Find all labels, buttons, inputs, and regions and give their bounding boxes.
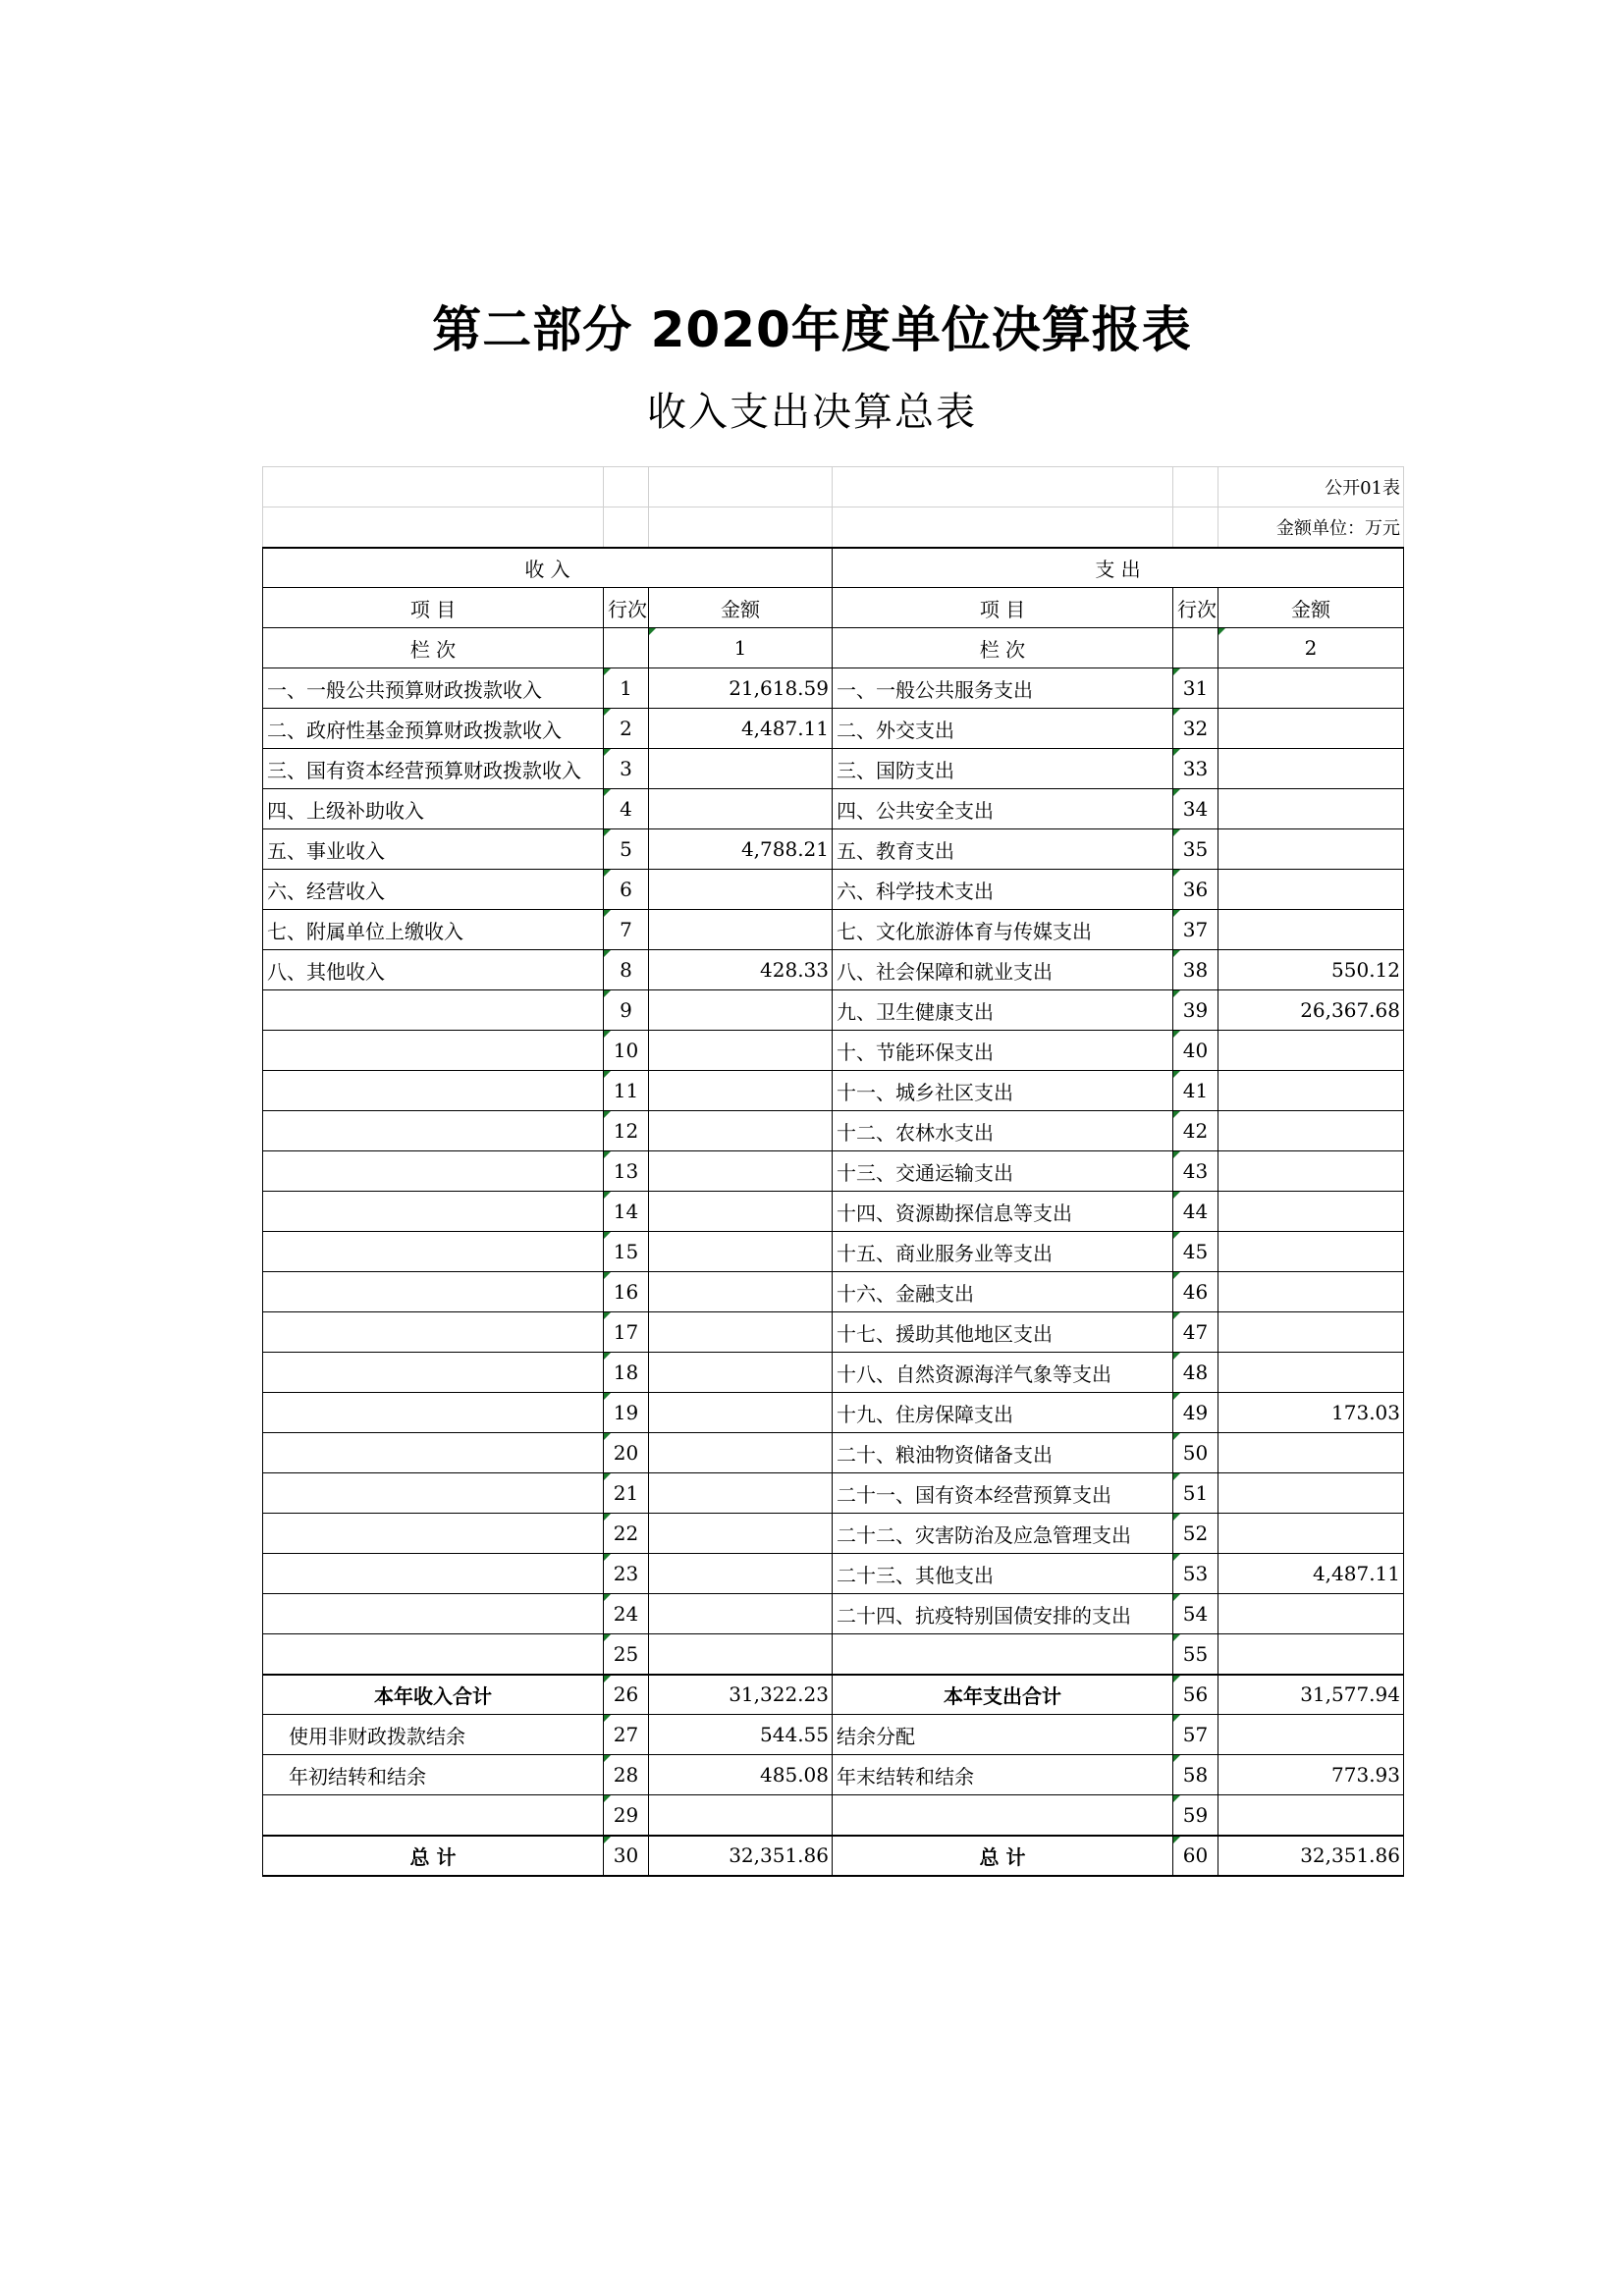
income-item-cell [263,1795,604,1836]
expense-item-cell: 十二、农林水支出 [833,1111,1173,1151]
income-line-header: 行次 [604,588,649,628]
expense-line-cell: 41 [1173,1071,1218,1111]
table-row [263,1433,1404,1473]
expense-line-cell: 59 [1173,1795,1218,1836]
table-row [263,1473,1404,1514]
expense-amount-cell: 773.93 [1218,1755,1404,1795]
table-row [263,668,1404,709]
income-item-cell: 二、政府性基金预算财政拨款收入 [263,709,604,749]
expense-item-cell: 十八、自然资源海洋气象等支出 [833,1353,1173,1393]
income-amount-cell [649,1594,833,1634]
expense-line-cell: 46 [1173,1272,1218,1312]
expense-amount-cell [1218,1071,1404,1111]
income-line-cell: 28 [604,1755,649,1795]
expense-line-cell: 55 [1173,1634,1218,1675]
amount-unit: 金额单位：万元 [1218,507,1404,548]
expense-amount-cell [1218,668,1404,709]
income-line-cell: 23 [604,1554,649,1594]
expense-amount-cell [1218,1514,1404,1554]
income-item-cell [263,1393,604,1433]
table-row [263,1031,1404,1071]
income-line-cell: 16 [604,1272,649,1312]
expense-item-header: 项 目 [833,588,1173,628]
table-row [263,1151,1404,1192]
income-line-cell: 8 [604,950,649,990]
income-item-cell [263,1473,604,1514]
income-amount-cell [649,1433,833,1473]
table-row [263,1554,1404,1594]
expense-amount-cell [1218,1312,1404,1353]
expense-amount-cell [1218,709,1404,749]
expense-item-cell: 二、外交支出 [833,709,1173,749]
income-item-cell: 三、国有资本经营预算财政拨款收入 [263,749,604,789]
table-row [263,1715,1404,1755]
income-line-cell: 29 [604,1795,649,1836]
expense-amount-cell: 4,487.11 [1218,1554,1404,1594]
income-item-cell: 本年收入合计 [263,1675,604,1715]
income-line-cell: 13 [604,1151,649,1192]
expense-line-cell: 32 [1173,709,1218,749]
expense-item-cell: 十七、援助其他地区支出 [833,1312,1173,1353]
expense-line-cell: 43 [1173,1151,1218,1192]
income-item-cell: 年初结转和结余 [263,1755,604,1795]
expense-amount-cell [1218,1634,1404,1675]
income-item-cell [263,1071,604,1111]
income-line-cell: 30 [604,1836,649,1876]
expense-amount-cell [1218,789,1404,829]
table-row [263,829,1404,870]
expense-line-cell: 31 [1173,668,1218,709]
income-column-number: 1 [649,628,833,668]
income-item-cell [263,1514,604,1554]
expense-line-cell: 34 [1173,789,1218,829]
income-amount-cell: 428.33 [649,950,833,990]
income-amount-cell [649,910,833,950]
expense-item-cell: 四、公共安全支出 [833,789,1173,829]
expense-amount-cell: 26,367.68 [1218,990,1404,1031]
expense-item-cell: 本年支出合计 [833,1675,1173,1715]
income-line-cell: 22 [604,1514,649,1554]
income-item-cell [263,1111,604,1151]
expense-line-cell: 36 [1173,870,1218,910]
income-amount-cell [649,990,833,1031]
income-line-cell: 19 [604,1393,649,1433]
income-amount-cell [649,1232,833,1272]
section-header-row [263,548,1404,588]
expense-amount-cell [1218,1715,1404,1755]
income-line-cell: 3 [604,749,649,789]
expense-amount-cell [1218,1795,1404,1836]
expense-item-cell: 九、卫生健康支出 [833,990,1173,1031]
expense-amount-cell [1218,829,1404,870]
table-row [263,1071,1404,1111]
table-row [263,1836,1404,1876]
table-row [263,1272,1404,1312]
expense-line-cell: 50 [1173,1433,1218,1473]
income-line-cell: 25 [604,1634,649,1675]
expense-item-cell: 十一、城乡社区支出 [833,1071,1173,1111]
income-item-cell: 七、附属单位上缴收入 [263,910,604,950]
income-item-cell: 八、其他收入 [263,950,604,990]
expense-line-cell: 53 [1173,1554,1218,1594]
expense-line-header: 行次 [1173,588,1218,628]
unit-row [263,507,1404,548]
expense-amount-cell [1218,1232,1404,1272]
income-amount-cell [649,1272,833,1312]
income-line-cell: 6 [604,870,649,910]
expense-amount-cell [1218,870,1404,910]
expense-line-cell: 47 [1173,1312,1218,1353]
expense-item-cell: 七、文化旅游体育与传媒支出 [833,910,1173,950]
table-row [263,1353,1404,1393]
income-item-cell: 总 计 [263,1836,604,1876]
income-item-cell: 一、一般公共预算财政拨款收入 [263,668,604,709]
income-item-cell [263,1272,604,1312]
income-amount-cell [649,1071,833,1111]
income-line-cell: 12 [604,1111,649,1151]
expense-line-cell: 40 [1173,1031,1218,1071]
income-item-cell: 四、上级补助收入 [263,789,604,829]
income-lan-label: 栏 次 [263,628,604,668]
expense-line-cell: 51 [1173,1473,1218,1514]
expense-amount-cell [1218,910,1404,950]
expense-line-cell: 45 [1173,1232,1218,1272]
income-amount-cell [649,1795,833,1836]
income-line-cell: 20 [604,1433,649,1473]
expense-amount-cell [1218,1192,1404,1232]
expense-item-cell: 十六、金融支出 [833,1272,1173,1312]
expense-line-cell: 58 [1173,1755,1218,1795]
income-amount-cell [649,749,833,789]
income-amount-cell: 4,487.11 [649,709,833,749]
income-line-cell: 18 [604,1353,649,1393]
expense-item-cell: 十九、住房保障支出 [833,1393,1173,1433]
income-line-cell: 2 [604,709,649,749]
table-row [263,870,1404,910]
income-item-cell [263,1151,604,1192]
expense-amount-cell: 31,577.94 [1218,1675,1404,1715]
expense-item-cell [833,1795,1173,1836]
table-row [263,1232,1404,1272]
income-amount-cell [649,1634,833,1675]
income-amount-cell [649,789,833,829]
table-row [263,789,1404,829]
expense-item-cell: 一、一般公共服务支出 [833,668,1173,709]
expense-line-cell: 37 [1173,910,1218,950]
table-row [263,990,1404,1031]
table-row [263,1594,1404,1634]
income-line-cell: 27 [604,1715,649,1755]
expense-item-cell: 总 计 [833,1836,1173,1876]
expense-amount-cell: 173.03 [1218,1393,1404,1433]
income-item-cell [263,1634,604,1675]
income-item-cell [263,1433,604,1473]
income-amount-cell [649,1192,833,1232]
income-amount-cell [649,1111,833,1151]
expense-item-cell: 十五、商业服务业等支出 [833,1232,1173,1272]
expense-line-cell: 49 [1173,1393,1218,1433]
expense-line-cell: 42 [1173,1111,1218,1151]
income-amount-cell: 32,351.86 [649,1836,833,1876]
table-row [263,709,1404,749]
income-line-cell: 7 [604,910,649,950]
expense-item-cell: 二十、粮油物资储备支出 [833,1433,1173,1473]
income-expense-table [262,466,1404,1877]
table-row [263,1755,1404,1795]
expense-line-cell: 44 [1173,1192,1218,1232]
income-line-cell: 10 [604,1031,649,1071]
income-item-header: 项 目 [263,588,604,628]
expense-column-number: 2 [1218,628,1404,668]
income-line-cell: 5 [604,829,649,870]
expense-lan-label: 栏 次 [833,628,1173,668]
income-amount-cell [649,1353,833,1393]
income-item-cell: 六、经营收入 [263,870,604,910]
expense-amount-cell [1218,1272,1404,1312]
income-amount-cell [649,1473,833,1514]
expense-amount-cell: 550.12 [1218,950,1404,990]
expense-item-cell [833,1634,1173,1675]
table-row [263,950,1404,990]
income-line-cell: 21 [604,1473,649,1514]
expense-amount-cell [1218,1473,1404,1514]
table-row [263,1634,1404,1675]
expense-line-cell: 33 [1173,749,1218,789]
expense-line-cell: 35 [1173,829,1218,870]
expense-item-cell: 八、社会保障和就业支出 [833,950,1173,990]
income-item-cell [263,1312,604,1353]
income-amount-header: 金额 [649,588,833,628]
form-code-row [263,467,1404,507]
income-amount-cell [649,1151,833,1192]
expense-amount-cell [1218,749,1404,789]
table-row [263,1192,1404,1232]
expense-item-cell: 十、节能环保支出 [833,1031,1173,1071]
income-amount-cell [649,1554,833,1594]
income-item-cell [263,1232,604,1272]
expense-item-cell: 二十三、其他支出 [833,1554,1173,1594]
expense-amount-cell [1218,1151,1404,1192]
expense-item-cell: 三、国防支出 [833,749,1173,789]
income-amount-cell [649,1514,833,1554]
form-code: 公开01表 [1218,467,1404,507]
income-amount-cell: 4,788.21 [649,829,833,870]
expense-item-cell: 结余分配 [833,1715,1173,1755]
table-row [263,910,1404,950]
expense-line-cell: 48 [1173,1353,1218,1393]
income-amount-cell [649,870,833,910]
income-line-cell: 24 [604,1594,649,1634]
expense-amount-header: 金额 [1218,588,1404,628]
income-line-cell: 11 [604,1071,649,1111]
income-line-cell: 14 [604,1192,649,1232]
table-row [263,1514,1404,1554]
expense-item-cell: 五、教育支出 [833,829,1173,870]
expense-line-cell: 57 [1173,1715,1218,1755]
expense-line-cell: 38 [1173,950,1218,990]
expense-item-cell: 十三、交通运输支出 [833,1151,1173,1192]
expense-line-cell: 52 [1173,1514,1218,1554]
table-row [263,1312,1404,1353]
expense-line-cell: 56 [1173,1675,1218,1715]
expense-amount-cell [1218,1111,1404,1151]
expense-amount-cell: 32,351.86 [1218,1836,1404,1876]
income-item-cell [263,1031,604,1071]
income-line-cell: 1 [604,668,649,709]
table-title: 收入支出决算总表 [647,390,977,435]
income-item-cell [263,1192,604,1232]
expense-item-cell: 十四、资源勘探信息等支出 [833,1192,1173,1232]
income-amount-cell [649,1312,833,1353]
expense-line-cell: 60 [1173,1836,1218,1876]
income-amount-cell [649,1031,833,1071]
expense-amount-cell [1218,1031,1404,1071]
expense-item-cell: 年末结转和结余 [833,1755,1173,1795]
income-item-cell: 使用非财政拨款结余 [263,1715,604,1755]
expense-line-cell: 54 [1173,1594,1218,1634]
page-title: 第二部分 2020年度单位决算报表 [432,301,1192,358]
income-item-cell [263,1554,604,1594]
table-row [263,1393,1404,1433]
expense-amount-cell [1218,1594,1404,1634]
column-header-row [263,588,1404,628]
income-amount-cell [649,1393,833,1433]
expense-item-cell: 二十一、国有资本经营预算支出 [833,1473,1173,1514]
expense-amount-cell [1218,1433,1404,1473]
income-item-cell [263,990,604,1031]
income-item-cell [263,1594,604,1634]
income-amount-cell: 21,618.59 [649,668,833,709]
income-item-cell [263,1353,604,1393]
expense-item-cell: 二十二、灾害防治及应急管理支出 [833,1514,1173,1554]
table-row [263,1111,1404,1151]
income-section-header: 收 入 [263,548,833,588]
income-line-cell: 17 [604,1312,649,1353]
table-row [263,749,1404,789]
income-item-cell: 五、事业收入 [263,829,604,870]
income-line-cell: 26 [604,1675,649,1715]
column-number-row [263,628,1404,668]
income-amount-cell: 31,322.23 [649,1675,833,1715]
expense-amount-cell [1218,1353,1404,1393]
expense-section-header: 支 出 [833,548,1404,588]
income-amount-cell: 544.55 [649,1715,833,1755]
income-amount-cell: 485.08 [649,1755,833,1795]
income-line-cell: 4 [604,789,649,829]
income-line-cell: 15 [604,1232,649,1272]
expense-item-cell: 二十四、抗疫特别国债安排的支出 [833,1594,1173,1634]
expense-item-cell: 六、科学技术支出 [833,870,1173,910]
expense-line-cell: 39 [1173,990,1218,1031]
income-line-cell: 9 [604,990,649,1031]
table-row [263,1795,1404,1836]
table-row [263,1675,1404,1715]
